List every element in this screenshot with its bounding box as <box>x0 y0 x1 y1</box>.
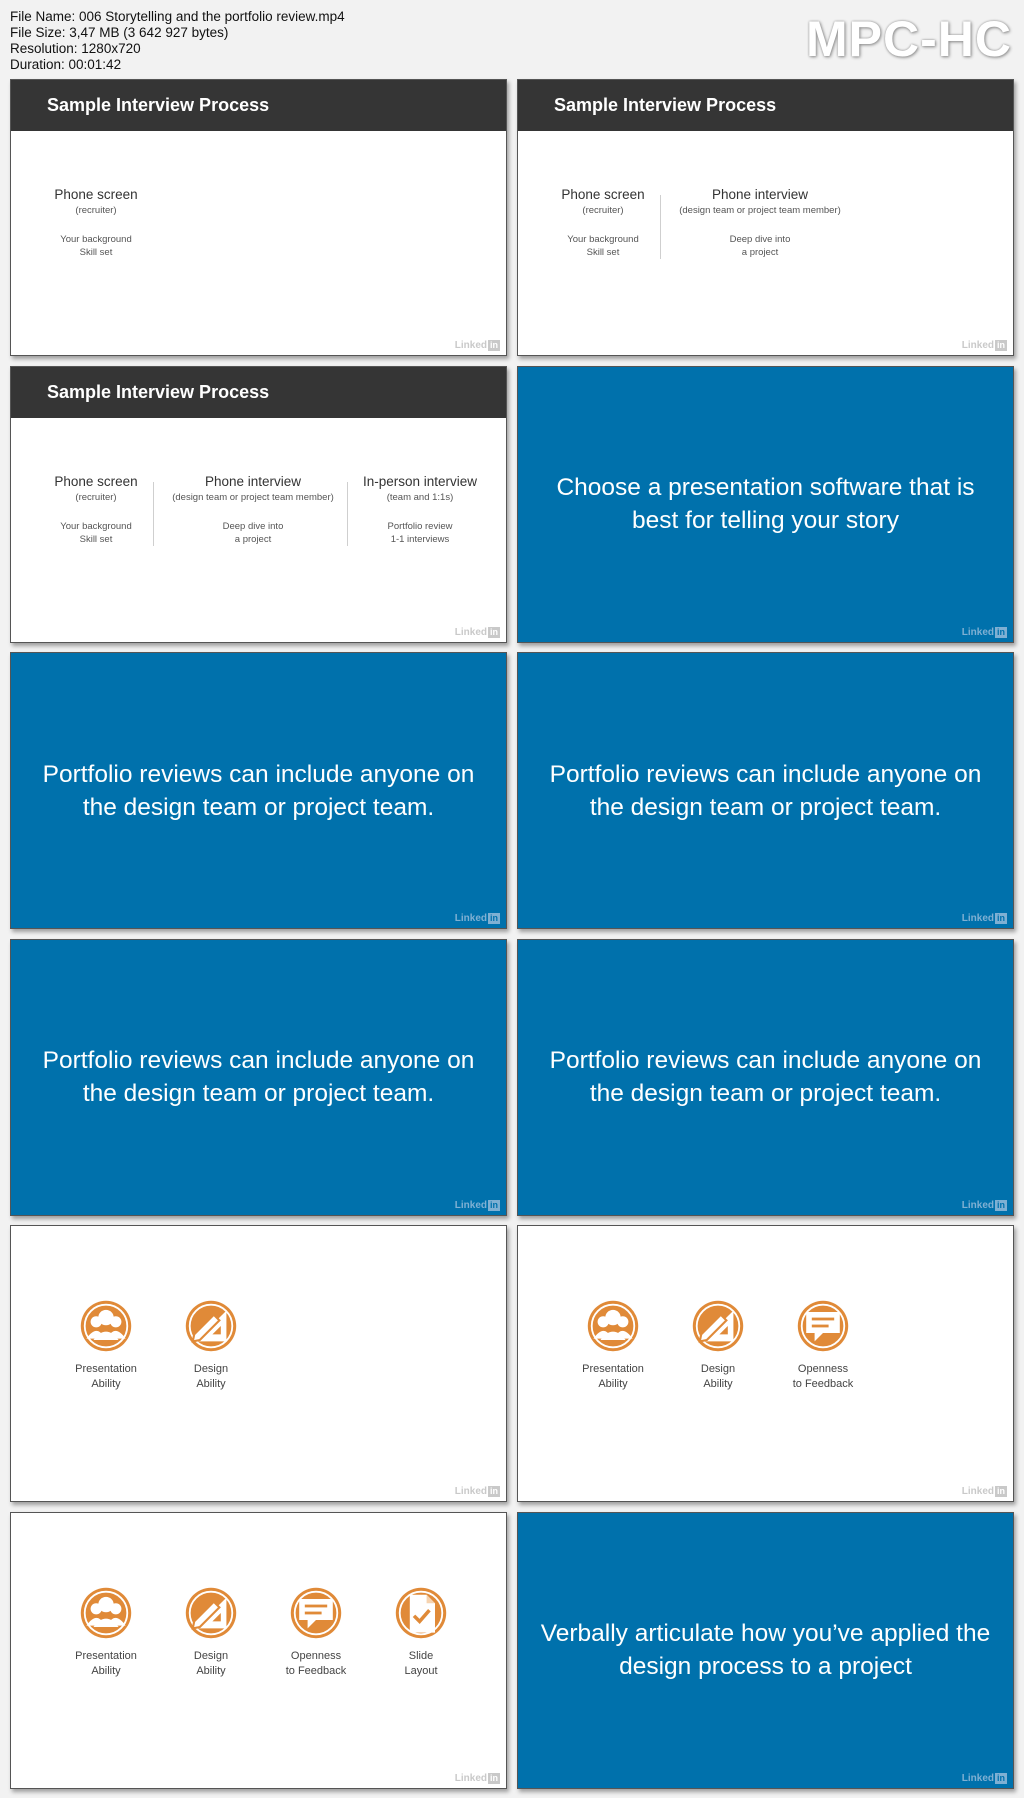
ability-item <box>161 1585 261 1679</box>
ability-item <box>371 1585 471 1679</box>
stage-name: In-person interview <box>362 473 478 489</box>
ability-label: Openness to Feedback <box>285 1649 347 1677</box>
slide-thumbnail <box>517 1225 1014 1502</box>
watermark-text: Linked <box>454 1772 487 1784</box>
file-info-header <box>0 0 1024 78</box>
stage-name: Phone screen <box>561 187 645 202</box>
linkedin-watermark <box>455 1200 500 1211</box>
stage-detail-line: 1-1 interviews <box>390 533 450 545</box>
interview-stage <box>335 473 505 546</box>
duration: Duration: 00:01:42 <box>10 57 122 72</box>
stage-detail-line: a project <box>741 247 779 258</box>
stage-name: Phone interview <box>204 473 302 489</box>
stage-detail-line: Your background <box>567 234 639 245</box>
ability-item <box>56 1585 156 1679</box>
slide-thumbnail <box>10 366 507 643</box>
linkedin-in-icon: in <box>997 1772 1005 1783</box>
watermark-text: Linked <box>961 913 994 924</box>
linkedin-watermark <box>455 627 500 638</box>
linkedin-in-icon: in <box>490 1486 498 1496</box>
ability-item <box>563 1298 663 1392</box>
stage-detail-line: Skill set <box>79 247 113 258</box>
slide-message: Portfolio reviews can include anyone on the design team or project team. <box>549 760 982 821</box>
ability-item <box>161 1298 261 1392</box>
watermark-text: Linked <box>454 1486 487 1497</box>
slide-thumbnail <box>517 1512 1014 1789</box>
linkedin-watermark <box>962 1773 1007 1784</box>
watermark-text: Linked <box>454 1199 487 1211</box>
slide-message: Choose a presentation software that is best for telling your story <box>556 474 975 534</box>
slide-thumbnail <box>10 1225 507 1502</box>
ability-item <box>668 1298 768 1392</box>
stage-detail <box>11 520 181 546</box>
stage-divider <box>660 195 661 259</box>
slide-thumbnail <box>517 366 1014 643</box>
interview-stage <box>11 473 181 546</box>
interview-stage <box>675 186 845 259</box>
slide-message: Portfolio reviews can include anyone on the design team or project team. <box>549 1047 982 1107</box>
stage-divider <box>347 482 348 546</box>
stage-who: (design team or project team member) <box>172 491 334 503</box>
slide-message: Portfolio reviews can include anyone on the design team or project team. <box>42 760 475 821</box>
ability-label: Design Ability <box>193 1363 229 1390</box>
watermark-text: Linked <box>454 626 487 638</box>
slide-thumbnail <box>10 939 507 1216</box>
watermark-text: Linked <box>961 1486 994 1497</box>
slide-thumbnail <box>10 652 507 929</box>
watermark-text: Linked <box>961 1772 994 1784</box>
linkedin-watermark <box>455 913 500 924</box>
watermark-text: Linked <box>454 340 487 351</box>
document-check-icon <box>371 1585 471 1641</box>
ability-label: Openness to Feedback <box>792 1363 854 1390</box>
slide-thumbnail <box>517 79 1014 356</box>
stage-who: (recruiter) <box>75 205 117 216</box>
ability-label: Design Ability <box>700 1363 736 1390</box>
linkedin-in-icon: in <box>490 626 498 637</box>
linkedin-in-icon: in <box>490 913 498 923</box>
ability-label: Slide Layout <box>404 1649 438 1677</box>
file-size: File Size: 3,47 MB (3 642 927 bytes) <box>10 25 229 40</box>
linkedin-watermark <box>962 1200 1007 1211</box>
linkedin-in-icon: in <box>490 340 498 350</box>
linkedin-watermark <box>455 340 500 351</box>
stage-detail <box>518 233 688 259</box>
linkedin-in-icon: in <box>490 1199 498 1210</box>
ability-item <box>266 1585 366 1679</box>
ruler-pencil-icon <box>668 1298 768 1354</box>
stage-who: (team and 1:1s) <box>386 491 454 503</box>
mpc-hc-logo: MPC-HC <box>806 11 1012 67</box>
ruler-pencil-icon <box>161 1585 261 1641</box>
speech-bubble-icon <box>266 1585 366 1641</box>
people-icon <box>56 1298 156 1354</box>
ability-label: Presentation Ability <box>75 1363 137 1390</box>
linkedin-in-icon: in <box>997 1199 1005 1210</box>
people-icon <box>563 1298 663 1354</box>
linkedin-watermark <box>455 1773 500 1784</box>
stage-detail-line: Portfolio review <box>387 520 453 532</box>
stage-name: Phone screen <box>54 473 138 489</box>
slide-thumbnail <box>10 79 507 356</box>
watermark-text: Linked <box>454 913 487 924</box>
ability-label: Design Ability <box>193 1649 229 1677</box>
stage-name: Phone screen <box>54 187 138 202</box>
slide-title: Sample Interview Process <box>518 80 1013 131</box>
stage-detail-line: Skill set <box>586 247 620 258</box>
linkedin-in-icon: in <box>997 340 1005 350</box>
linkedin-in-icon: in <box>997 913 1005 923</box>
linkedin-watermark <box>962 627 1007 638</box>
linkedin-in-icon: in <box>490 1772 498 1783</box>
resolution: Resolution: 1280x720 <box>10 41 141 56</box>
stage-who: (recruiter) <box>75 491 117 503</box>
ruler-pencil-icon <box>161 1298 261 1354</box>
linkedin-in-icon: in <box>997 1486 1005 1496</box>
slide-thumbnail <box>517 652 1014 929</box>
stage-detail-line: Your background <box>60 520 132 532</box>
stage-divider <box>153 482 154 546</box>
stage-detail-line: Deep dive into <box>729 234 791 245</box>
stage-detail-line: a project <box>234 533 272 545</box>
stage-name: Phone interview <box>711 187 809 202</box>
ability-label: Presentation Ability <box>75 1649 137 1677</box>
stage-detail-line: Deep dive into <box>222 520 284 532</box>
watermark-text: Linked <box>961 626 994 638</box>
ability-item <box>773 1298 873 1392</box>
interview-stage <box>11 186 181 259</box>
stage-who: (design team or project team member) <box>679 205 841 216</box>
slide-title: Sample Interview Process <box>11 80 506 131</box>
slide-message: Verbally articulate how you’ve applied the design process to a project <box>540 1620 991 1680</box>
interview-stage <box>518 186 688 259</box>
file-name: File Name: 006 Storytelling and the portfolio review.mp4 <box>10 9 345 24</box>
speech-bubble-icon <box>773 1298 873 1354</box>
ability-item <box>56 1298 156 1392</box>
slide-thumbnail <box>10 1512 507 1789</box>
interview-stage <box>168 473 338 546</box>
linkedin-watermark <box>455 1486 500 1497</box>
slide-title: Sample Interview Process <box>11 367 506 418</box>
linkedin-in-icon: in <box>997 626 1005 637</box>
watermark-text: Linked <box>961 340 994 351</box>
linkedin-watermark <box>962 340 1007 351</box>
linkedin-watermark <box>962 1486 1007 1497</box>
slide-message: Portfolio reviews can include anyone on the design team or project team. <box>42 1047 475 1107</box>
people-icon <box>56 1585 156 1641</box>
watermark-text: Linked <box>961 1199 994 1211</box>
stage-detail <box>168 520 338 546</box>
linkedin-watermark <box>962 913 1007 924</box>
stage-detail <box>335 520 505 546</box>
stage-detail <box>675 233 845 259</box>
stage-detail <box>11 233 181 259</box>
stage-detail-line: Your background <box>60 234 132 245</box>
slide-thumbnail <box>517 939 1014 1216</box>
stage-who: (recruiter) <box>582 205 624 216</box>
ability-label: Presentation Ability <box>582 1363 644 1390</box>
stage-detail-line: Skill set <box>79 533 113 545</box>
